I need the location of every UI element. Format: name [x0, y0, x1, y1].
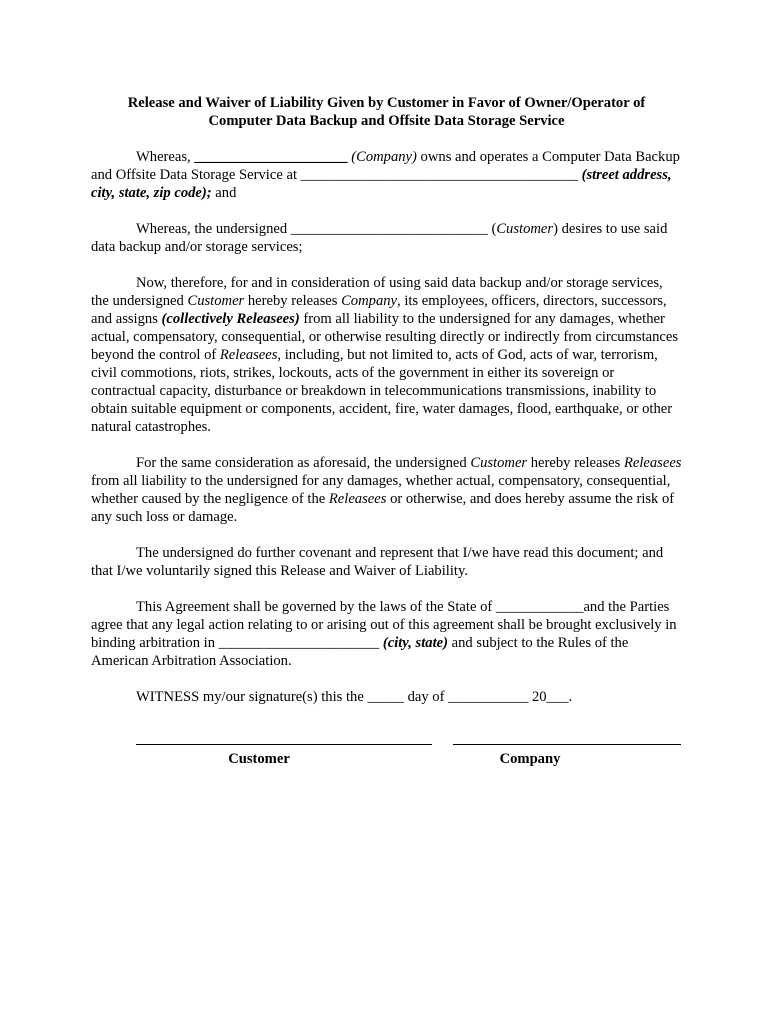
text: and [211, 185, 237, 201]
city-state-label: (city, state) [382, 635, 448, 651]
text: and subject to the Rules of the American Arbitration Association. [91, 635, 629, 669]
document-title [91, 94, 682, 130]
whereas-company-paragraph [91, 148, 682, 202]
title-line-1: Release and Waiver of Liability Given by Customer in Favor of Owner/Operator of [127, 95, 646, 111]
company-term: Company [341, 293, 398, 309]
releasees-definition: (collectively Releasees) [161, 311, 300, 327]
text: from all liability to the undersigned for any damages, whether actual, compensatory, consequential, or otherwise resulting directly or indirectly from circumstances beyond the control of [91, 311, 679, 363]
company-blank: _____________________ [194, 149, 348, 165]
releasees-term: Releasees [328, 491, 387, 507]
text: from all liability to the undersigned for any damages, whether actual, compensatory, consequential, whether caused by the negligence of the [91, 473, 671, 507]
address-label: (street address, city, state, zip code); [91, 167, 672, 201]
whereas-customer-paragraph [91, 220, 682, 256]
governing-law-paragraph [91, 598, 682, 670]
customer-term: Customer [187, 293, 245, 309]
text: hereby releases [244, 293, 342, 309]
customer-signature-label: Customer [228, 751, 290, 767]
text: owns and operates a Computer Data Backup and Offsite Data Storage Service at ______________________________________ [91, 149, 680, 183]
text: Whereas, [136, 149, 195, 165]
covenant-paragraph: The undersigned do further covenant and represent that I/we have read this document; and that I/we voluntarily signed this Release and Waiver of Liability. [91, 545, 664, 579]
releasees-term: Releasees [623, 455, 682, 471]
text: or otherwise, and does hereby assume the risk of any such loss or damage. [91, 491, 675, 525]
company-signature-label: Company [499, 751, 561, 767]
customer-signature-line[interactable] [136, 744, 432, 745]
text: , its employees, officers, directors, successors, and assigns [91, 293, 667, 327]
release-paragraph [91, 274, 682, 436]
text: ) desires to use said data backup and/or storage services; [91, 221, 668, 255]
text: including, but not limited to, acts of God, acts of war, terrorism, civil commotions, riots, strikes, lockouts, acts of the government in either its sovereign or contractual capacity, disturbance or breakdown in telecommunications transmissions, inability to obtain suitable equipment or components, accident, fire, water damages, flood, earthquake, or other natural catastrophes. [91, 347, 673, 435]
text: Now, therefore, for and in consideration of using said data backup and/or storage services, the undersigned [91, 275, 663, 309]
company-label: (Company) [351, 149, 417, 165]
negligence-paragraph [91, 454, 682, 526]
releasees-term: Releasees, [219, 347, 282, 363]
customer-label: Customer [496, 221, 554, 237]
text: hereby releases [527, 455, 624, 471]
company-signature-line[interactable] [453, 744, 681, 745]
customer-term: Customer [470, 455, 528, 471]
text: For the same consideration as aforesaid, the undersigned [136, 455, 471, 471]
title-line-2: Computer Data Backup and Offsite Data Storage Service [208, 113, 565, 129]
witness-paragraph: WITNESS my/our signature(s) this the _____ day of ___________ 20___. [136, 689, 573, 705]
signature-block [91, 744, 682, 804]
text: Whereas, the undersigned ___________________________ ( [136, 221, 497, 237]
text: This Agreement shall be governed by the laws of the State of ____________and the Parties agree that any legal action relating to or arising out of this agreement shall be brought exclusively in binding arbitration in ______________________ [91, 599, 677, 651]
